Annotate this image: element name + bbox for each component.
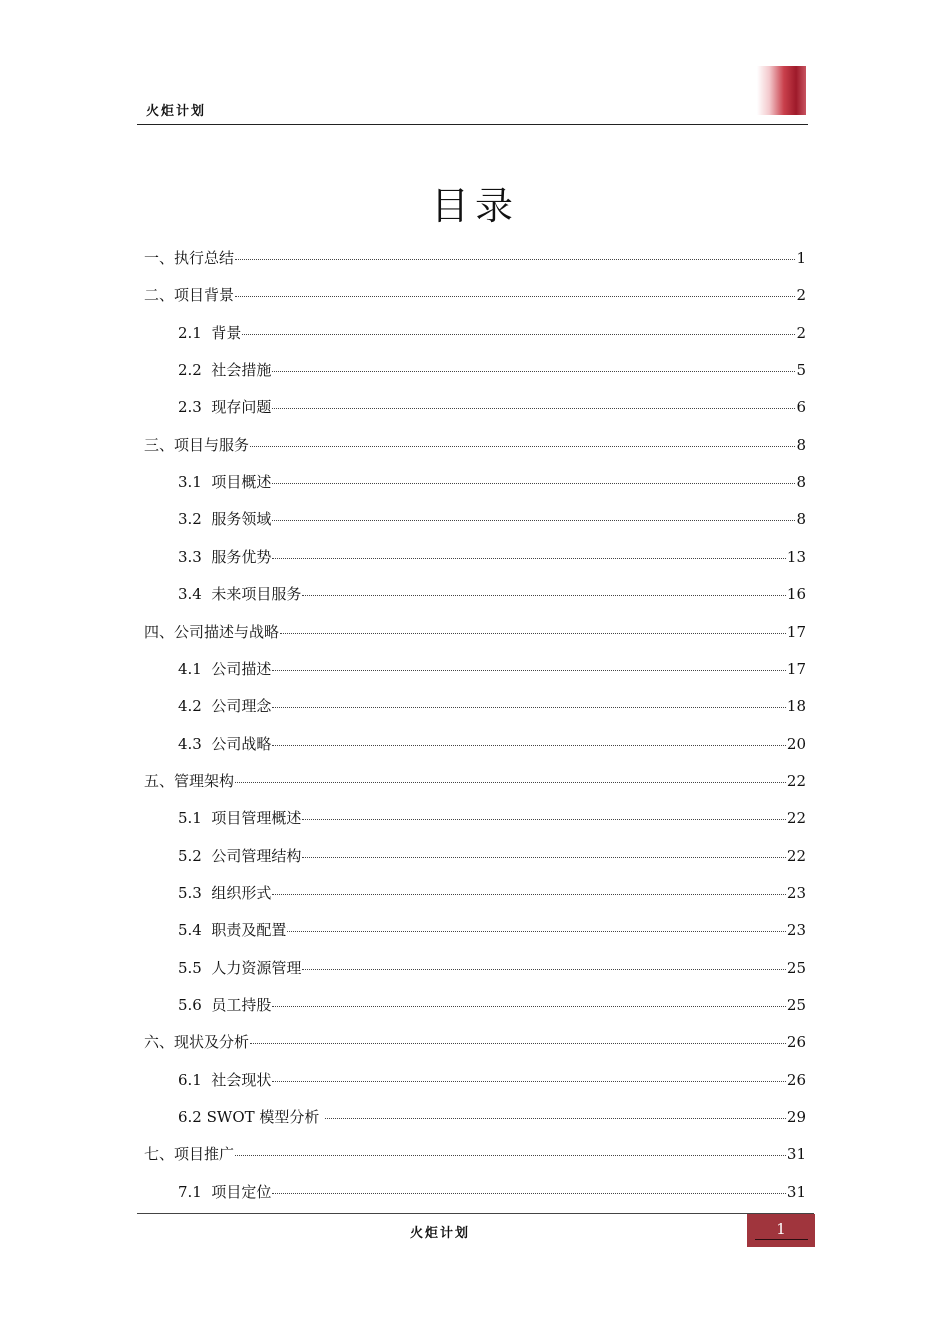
toc-entry-label: 2.2 社会措施 — [178, 361, 272, 380]
toc-entry-page: 29 — [786, 1108, 806, 1127]
toc-entry[interactable] — [178, 360, 806, 380]
toc-entry[interactable] — [178, 584, 806, 604]
toc-entry-label: 三、项目与服务 — [144, 435, 250, 454]
toc-entry-page: 5 — [796, 361, 806, 380]
toc-entry-page: 8 — [796, 510, 806, 529]
toc-leader-dots — [272, 744, 786, 746]
toc-entry[interactable] — [178, 659, 806, 679]
toc-leader-dots — [302, 594, 786, 596]
footer-title: 火炬计划 — [410, 1226, 471, 1241]
toc-entry-page: 1 — [796, 249, 806, 267]
toc-entry-label: 7.1 项目定位 — [178, 1182, 272, 1201]
toc-leader-dots — [302, 818, 786, 820]
toc-entry-label: 六、现状及分析 — [144, 1033, 250, 1052]
toc-entry-page: 20 — [786, 734, 806, 753]
toc-entry[interactable] — [178, 547, 806, 567]
toc-entry[interactable] — [144, 248, 806, 268]
toc-entry[interactable] — [178, 995, 806, 1015]
toc-entry[interactable] — [178, 883, 806, 903]
toc-entry[interactable] — [144, 285, 806, 305]
toc-entry-label: 5.3 组织形式 — [178, 883, 272, 902]
toc-entry-page: 22 — [786, 846, 806, 865]
header-divider — [137, 124, 808, 125]
toc-entry-page: 8 — [796, 473, 806, 492]
toc-entry-page: 8 — [796, 435, 806, 454]
toc-entry-label: 一、执行总结 — [144, 249, 235, 267]
toc-entry[interactable] — [178, 734, 806, 754]
toc-entry-label: 5.4 职责及配置 — [178, 921, 287, 940]
toc-leader-dots — [272, 519, 795, 521]
toc-leader-dots — [280, 632, 786, 634]
toc-entry-label: 5.6 员工持股 — [178, 996, 272, 1014]
toc-leader-dots — [272, 669, 786, 671]
toc-leader-dots — [272, 407, 795, 409]
toc-entry-label: 二、项目背景 — [144, 286, 235, 305]
toc-leader-dots — [242, 333, 795, 335]
toc-leader-dots — [325, 1117, 786, 1119]
toc-leader-dots — [272, 706, 786, 708]
toc-entry-page: 16 — [786, 585, 806, 604]
page-number: 1 — [776, 1220, 786, 1238]
toc-entry[interactable] — [144, 1144, 806, 1164]
toc-entry-label: 5.1 项目管理概述 — [178, 809, 302, 828]
toc-leader-dots — [302, 968, 786, 970]
toc-entry-label: 5.2 公司管理结构 — [178, 846, 302, 865]
toc-entry[interactable] — [178, 472, 806, 492]
toc-entry-label: 6.1 社会现状 — [178, 1070, 272, 1089]
toc-entry-page: 17 — [786, 659, 806, 678]
toc-entry-page: 2 — [796, 323, 806, 342]
toc-entry-page: 2 — [796, 286, 806, 305]
toc-leader-dots — [272, 1080, 786, 1082]
toc-entry-label: 3.1 项目概述 — [178, 473, 272, 492]
toc-entry-page: 25 — [786, 996, 806, 1014]
toc-leader-dots — [272, 893, 786, 895]
toc-entry-page: 22 — [786, 809, 806, 828]
toc-entry[interactable] — [144, 771, 806, 791]
page-number-underline — [755, 1239, 808, 1240]
page-number-box — [747, 1214, 815, 1247]
footer-divider — [137, 1213, 814, 1214]
toc-entry[interactable] — [178, 323, 806, 343]
toc-entry-page: 26 — [786, 1033, 806, 1052]
toc-entry[interactable] — [178, 509, 806, 529]
toc-entry-label: 4.3 公司战略 — [178, 734, 272, 753]
toc-leader-dots — [235, 1154, 786, 1156]
toc-entry[interactable] — [178, 958, 806, 978]
toc-leader-dots — [235, 781, 786, 783]
toc-entry-label: 2.3 现存问题 — [178, 398, 272, 417]
toc-entry[interactable] — [178, 1070, 806, 1090]
header-title: 火炬计划 — [146, 104, 207, 119]
toc-entry-page: 25 — [786, 958, 806, 977]
toc-entry[interactable] — [144, 435, 806, 455]
toc-entry[interactable] — [178, 1182, 806, 1202]
toc-entry-label: 2.1 背景 — [178, 323, 242, 342]
toc-entry-page: 6 — [796, 398, 806, 417]
toc-entry-label: 3.2 服务领域 — [178, 510, 272, 529]
header-logo — [757, 66, 806, 115]
toc-leader-dots — [235, 295, 795, 297]
toc-leader-dots — [287, 930, 786, 932]
toc-entry-page: 13 — [786, 547, 806, 566]
toc-title: 目录 — [430, 184, 519, 228]
toc-entry[interactable] — [178, 808, 806, 828]
toc-entry-page: 23 — [786, 921, 806, 940]
toc-entry-page: 26 — [786, 1070, 806, 1089]
toc-entry-page: 17 — [786, 622, 806, 641]
toc-leader-dots — [272, 482, 795, 484]
toc-entry[interactable] — [178, 1107, 806, 1127]
toc-leader-dots — [302, 856, 786, 858]
toc-entry[interactable] — [178, 920, 806, 940]
toc-entry-label: 3.3 服务优势 — [178, 547, 272, 566]
toc-entry-page: 31 — [786, 1182, 806, 1201]
toc-leader-dots — [272, 370, 795, 372]
toc-leader-dots — [235, 258, 795, 260]
toc-entry-page: 18 — [786, 697, 806, 716]
toc-entry[interactable] — [178, 696, 806, 716]
toc-entry-page: 22 — [786, 771, 806, 790]
toc-entry[interactable] — [144, 1032, 806, 1052]
toc-entry-label: 4.1 公司描述 — [178, 659, 272, 678]
toc-entry-label: 四、公司描述与战略 — [144, 622, 280, 641]
toc-leader-dots — [250, 445, 795, 447]
toc-leader-dots — [250, 1042, 786, 1044]
toc-entry-label: 6.2 SWOT 模型分析 — [178, 1108, 325, 1127]
toc-entry-label: 5.5 人力资源管理 — [178, 958, 302, 977]
toc-entry[interactable] — [144, 622, 806, 642]
toc-entry[interactable] — [178, 846, 806, 866]
toc-entry-label: 3.4 未来项目服务 — [178, 585, 302, 604]
toc-entry-label: 七、项目推广 — [144, 1145, 235, 1164]
toc-leader-dots — [272, 557, 786, 559]
toc-leader-dots — [272, 1005, 786, 1007]
toc-entry-label: 4.2 公司理念 — [178, 697, 272, 716]
toc-leader-dots — [272, 1192, 786, 1194]
toc-entry[interactable] — [178, 397, 806, 417]
toc-entry-page: 23 — [786, 883, 806, 902]
toc-entry-label: 五、管理架构 — [144, 771, 235, 790]
toc-entry-page: 31 — [786, 1145, 806, 1164]
